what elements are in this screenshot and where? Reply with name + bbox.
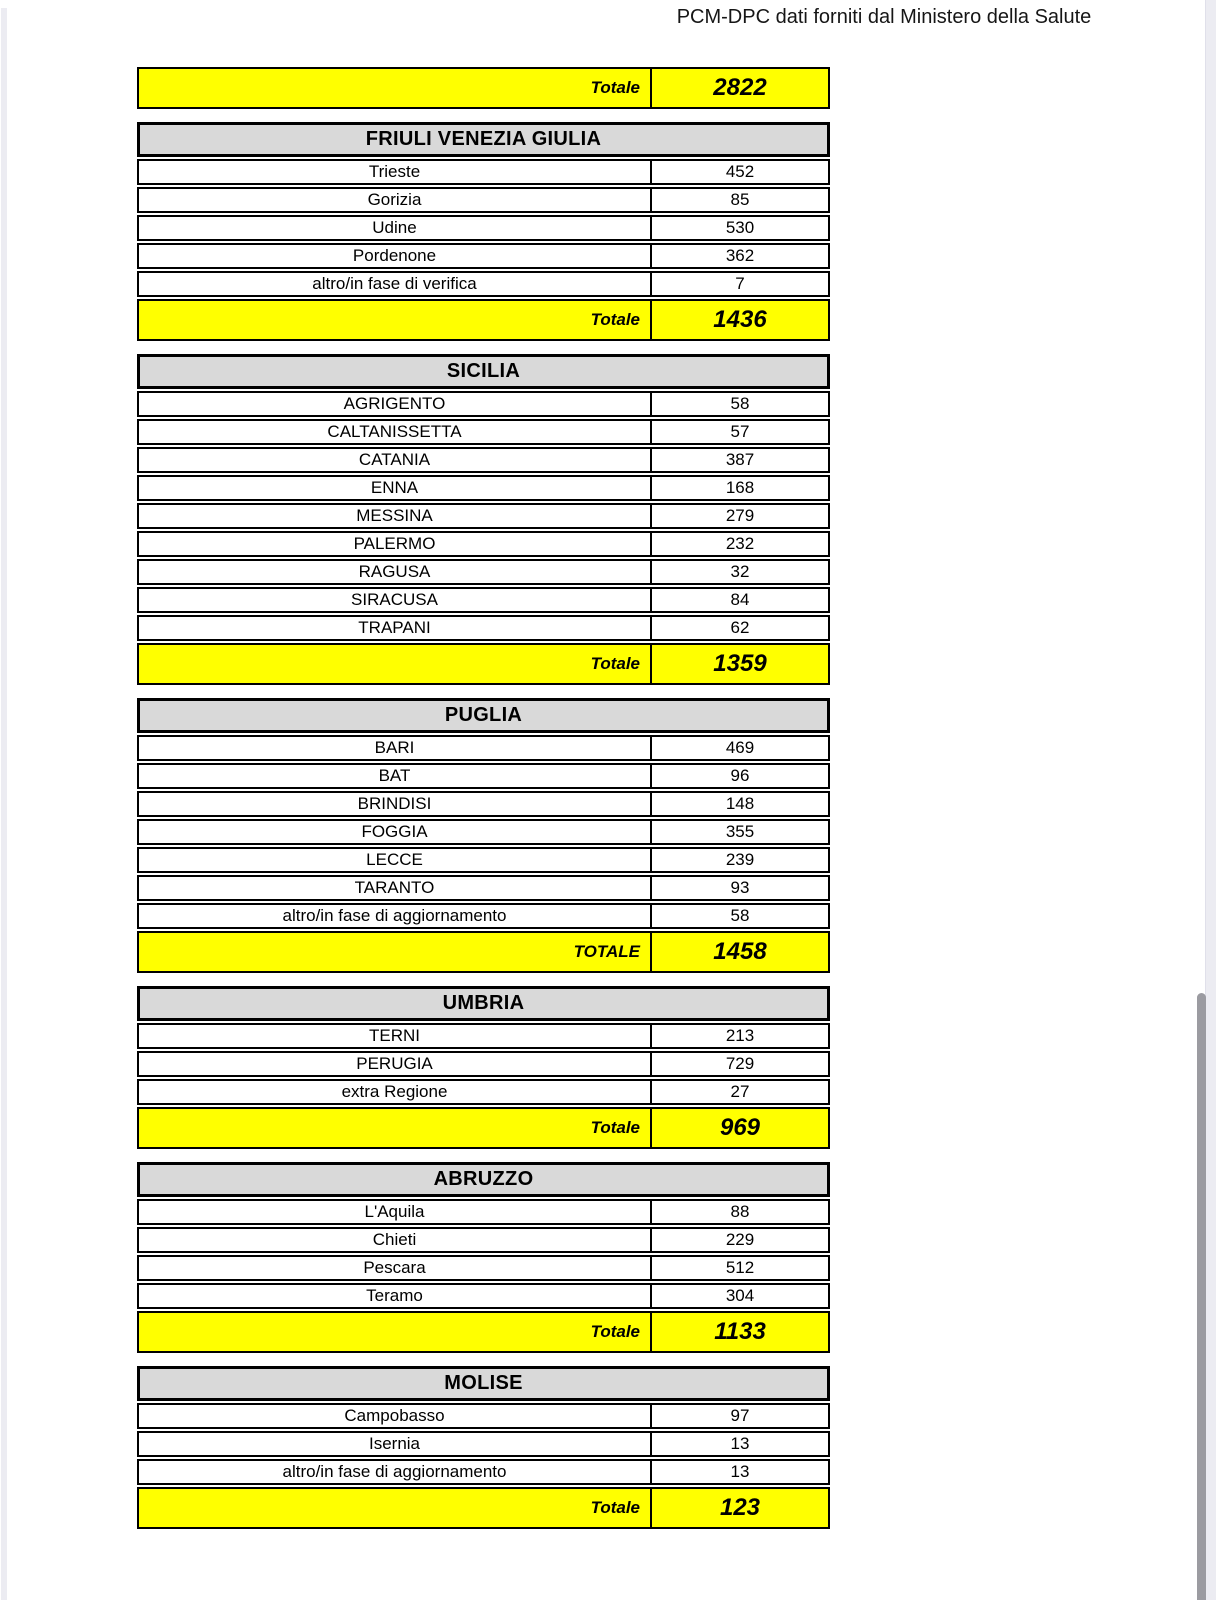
province-label: Isernia	[368, 1434, 421, 1453]
province-value: 96	[650, 765, 828, 787]
province-label: altro/in fase di aggiornamento	[282, 906, 507, 925]
table-row	[137, 159, 830, 185]
region-header: SICILIA	[137, 354, 830, 389]
province-value: 13	[650, 1461, 828, 1483]
region-header: ABRUZZO	[137, 1162, 830, 1197]
scrollbar-track[interactable]	[1205, 0, 1216, 1600]
table-row	[137, 819, 830, 845]
province-label: Pescara	[363, 1258, 426, 1277]
province-value: 93	[650, 877, 828, 899]
table-row	[137, 503, 830, 529]
viewer-left-edge	[1, 8, 7, 1600]
region-rows	[137, 391, 830, 641]
table-row	[137, 447, 830, 473]
province-label: LECCE	[366, 850, 423, 869]
table-row	[137, 1051, 830, 1077]
province-label: CALTANISSETTA	[327, 422, 462, 441]
province-value: 232	[650, 533, 828, 555]
region-total-row	[137, 299, 830, 341]
region-rows	[137, 1403, 830, 1485]
region-tables	[137, 67, 830, 1542]
table-row	[137, 531, 830, 557]
region-table	[137, 1162, 830, 1353]
province-value: 58	[650, 905, 828, 927]
province-value: 279	[650, 505, 828, 527]
province-value: 213	[650, 1025, 828, 1047]
table-row	[137, 559, 830, 585]
table-row	[137, 847, 830, 873]
province-label: TARANTO	[354, 878, 435, 897]
table-row	[137, 1283, 830, 1309]
region-rows	[137, 1199, 830, 1309]
province-label: AGRIGENTO	[343, 394, 446, 413]
region-table	[137, 698, 830, 973]
table-row	[137, 1023, 830, 1049]
total-label: Totale	[590, 654, 640, 673]
region-rows	[137, 735, 830, 929]
province-value: 7	[650, 273, 828, 295]
province-label: L'Aquila	[364, 1202, 425, 1221]
province-label: PERUGIA	[356, 1054, 433, 1073]
region-table	[137, 67, 830, 109]
table-row	[137, 1255, 830, 1281]
table-row	[137, 1227, 830, 1253]
total-label: Totale	[590, 1498, 640, 1517]
table-row	[137, 903, 830, 929]
province-value: 97	[650, 1405, 828, 1427]
province-value: 469	[650, 737, 828, 759]
table-row	[137, 587, 830, 613]
province-label: extra Regione	[341, 1082, 448, 1101]
province-label: FOGGIA	[361, 822, 428, 841]
province-label: altro/in fase di aggiornamento	[282, 1462, 507, 1481]
table-row	[137, 391, 830, 417]
region-total-row	[137, 67, 830, 109]
document-source-note: PCM-DPC dati forniti dal Ministero della Salute	[676, 6, 1092, 28]
table-row	[137, 735, 830, 761]
table-row	[137, 615, 830, 641]
region-rows	[137, 159, 830, 297]
region-header: MOLISE	[137, 1366, 830, 1401]
total-value: 1133	[650, 1313, 828, 1351]
region-table	[137, 1366, 830, 1529]
region-total-row	[137, 1311, 830, 1353]
province-label: TRAPANI	[358, 618, 431, 637]
province-value: 387	[650, 449, 828, 471]
region-total-row	[137, 931, 830, 973]
province-label: BAT	[378, 766, 411, 785]
province-label: Campobasso	[344, 1406, 445, 1425]
province-value: 304	[650, 1285, 828, 1307]
total-value: 1359	[650, 645, 828, 683]
total-label: TOTALE	[573, 942, 640, 961]
province-value: 57	[650, 421, 828, 443]
region-table	[137, 122, 830, 341]
province-value: 58	[650, 393, 828, 415]
table-row	[137, 763, 830, 789]
region-table	[137, 986, 830, 1149]
province-value: 530	[650, 217, 828, 239]
region-table	[137, 354, 830, 685]
region-header: PUGLIA	[137, 698, 830, 733]
region-total-row	[137, 1107, 830, 1149]
province-label: BARI	[374, 738, 415, 757]
total-value: 123	[650, 1489, 828, 1527]
province-value: 729	[650, 1053, 828, 1075]
region-total-row	[137, 1487, 830, 1529]
table-row	[137, 187, 830, 213]
scrollbar-thumb[interactable]	[1197, 993, 1206, 1600]
province-value: 84	[650, 589, 828, 611]
province-label: TERNI	[369, 1026, 420, 1045]
province-value: 13	[650, 1433, 828, 1455]
table-row	[137, 243, 830, 269]
province-value: 239	[650, 849, 828, 871]
province-label: BRINDISI	[357, 794, 432, 813]
province-value: 85	[650, 189, 828, 211]
table-row	[137, 215, 830, 241]
province-value: 168	[650, 477, 828, 499]
province-value: 452	[650, 161, 828, 183]
province-value: 148	[650, 793, 828, 815]
province-label: Pordenone	[352, 246, 437, 265]
province-label: ENNA	[370, 478, 419, 497]
table-row	[137, 1199, 830, 1225]
total-label: Totale	[590, 1118, 640, 1137]
province-label: MESSINA	[356, 506, 433, 525]
region-total-row	[137, 643, 830, 685]
total-value: 969	[650, 1109, 828, 1147]
region-rows	[137, 1023, 830, 1105]
table-row	[137, 475, 830, 501]
table-row	[137, 1459, 830, 1485]
region-header: UMBRIA	[137, 986, 830, 1021]
province-value: 32	[650, 561, 828, 583]
province-label: PALERMO	[353, 534, 436, 553]
province-value: 512	[650, 1257, 828, 1279]
province-label: Udine	[372, 218, 417, 237]
province-value: 27	[650, 1081, 828, 1103]
province-label: SIRACUSA	[351, 590, 438, 609]
province-value: 362	[650, 245, 828, 267]
province-label: Teramo	[366, 1286, 423, 1305]
province-value: 355	[650, 821, 828, 843]
total-label: Totale	[590, 78, 640, 97]
province-value: 62	[650, 617, 828, 639]
table-row	[137, 1079, 830, 1105]
table-row	[137, 791, 830, 817]
province-value: 229	[650, 1229, 828, 1251]
province-value: 88	[650, 1201, 828, 1223]
total-value: 1436	[650, 301, 828, 339]
province-label: RAGUSA	[358, 562, 431, 581]
total-value: 2822	[650, 69, 828, 107]
total-label: Totale	[590, 1322, 640, 1341]
table-row	[137, 1431, 830, 1457]
table-row	[137, 875, 830, 901]
province-label: Chieti	[372, 1230, 417, 1249]
region-header: FRIULI VENEZIA GIULIA	[137, 122, 830, 157]
table-row	[137, 271, 830, 297]
province-label: Trieste	[368, 162, 421, 181]
total-value: 1458	[650, 933, 828, 971]
province-label: altro/in fase di verifica	[312, 274, 477, 293]
total-label: Totale	[590, 310, 640, 329]
province-label: CATANIA	[358, 450, 431, 469]
table-row	[137, 419, 830, 445]
province-label: Gorizia	[367, 190, 422, 209]
table-row	[137, 1403, 830, 1429]
